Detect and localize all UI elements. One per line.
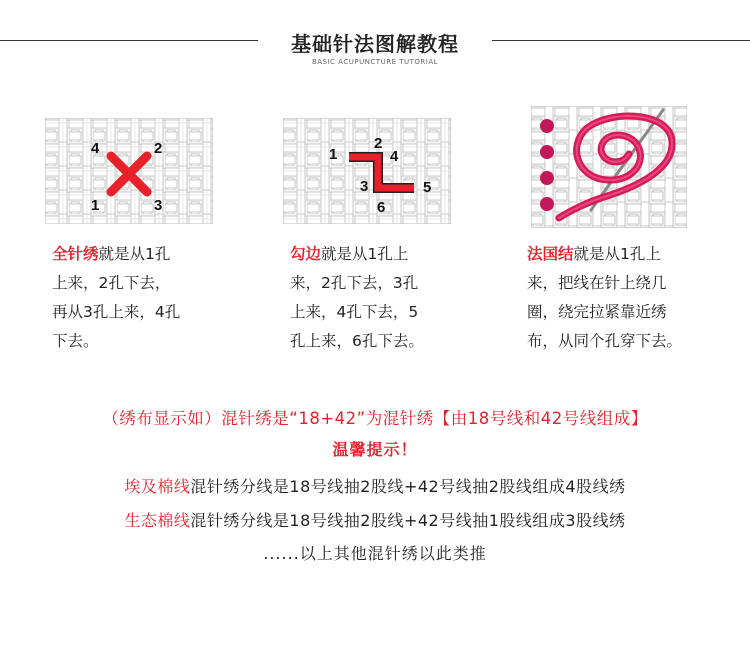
mixed-stitch-note: （绣布显示如）混针绣是“18+42”为混针绣【由18号线和42号线组成】 [102, 409, 648, 428]
egypt-cotton-line [0, 474, 750, 497]
desc-line: 上来，2孔下去， [52, 274, 171, 292]
desc-line: 布，从同个孔穿下去。 [527, 332, 683, 350]
page-title: 基础针法图解教程 [291, 32, 459, 56]
hole-label: 5 [423, 179, 432, 196]
french-knot-description [527, 240, 682, 356]
cross-stitch-description [52, 240, 180, 356]
stitch-name: 法国结 [527, 245, 574, 263]
eco-cotton-text: 混针绣分线是18号线抽2股线+42号线抽1股线组成3股线绣 [190, 511, 626, 530]
cross-stitch-diagram [45, 118, 213, 224]
desc-line: 来，2孔下去，3孔 [290, 274, 419, 292]
desc-line: 再从3孔上来，4孔 [52, 303, 181, 321]
eco-cotton-line [0, 508, 750, 531]
back-stitch-description [290, 240, 424, 356]
hole-label: 3 [360, 178, 369, 195]
desc-line: 来，把线在针上绕几 [527, 274, 667, 292]
desc-line: 勾边就是从1孔上 [290, 245, 409, 263]
hole-label: 1 [91, 197, 100, 214]
stitch-name: 勾边 [290, 245, 322, 263]
desc-line: 孔上来，6孔下去。 [290, 332, 424, 350]
desc-line: 下去。 [52, 332, 99, 350]
tips-title: 温馨提示！ [332, 440, 418, 459]
etc-line: ......以上其他混针绣以此类推 [263, 544, 487, 563]
hole-label: 6 [377, 199, 386, 216]
hole-label: 4 [91, 140, 100, 157]
knot-dot [540, 171, 554, 185]
french-knot-diagram [531, 106, 687, 228]
back-stitch-diagram [283, 118, 451, 224]
stitch-name: 全针绣 [52, 245, 99, 263]
desc-line: 上来，4孔下去，5 [290, 303, 419, 321]
eco-cotton-label: 生态棉线 [124, 511, 191, 530]
desc-line: 全针绣就是从1孔 [52, 245, 171, 263]
knot-dot [540, 197, 554, 211]
egypt-cotton-text: 混针绣分线是18号线抽2股线+42号线抽2股线组成4股线绣 [190, 477, 626, 496]
hole-label: 3 [154, 197, 163, 214]
hole-label: 4 [390, 148, 399, 165]
knot-dot [540, 119, 554, 133]
hole-label: 2 [374, 135, 383, 152]
egypt-cotton-label: 埃及棉线 [124, 477, 191, 496]
knot-dot [540, 145, 554, 159]
desc-line: 法国结就是从1孔上 [527, 245, 661, 263]
desc-line: 圈，绕完拉紧靠近绣 [527, 303, 667, 321]
page-subtitle: BASIC ACUPUNCTURE TUTORIAL [311, 58, 439, 66]
hole-label: 2 [154, 140, 163, 157]
hole-label: 1 [329, 146, 338, 163]
